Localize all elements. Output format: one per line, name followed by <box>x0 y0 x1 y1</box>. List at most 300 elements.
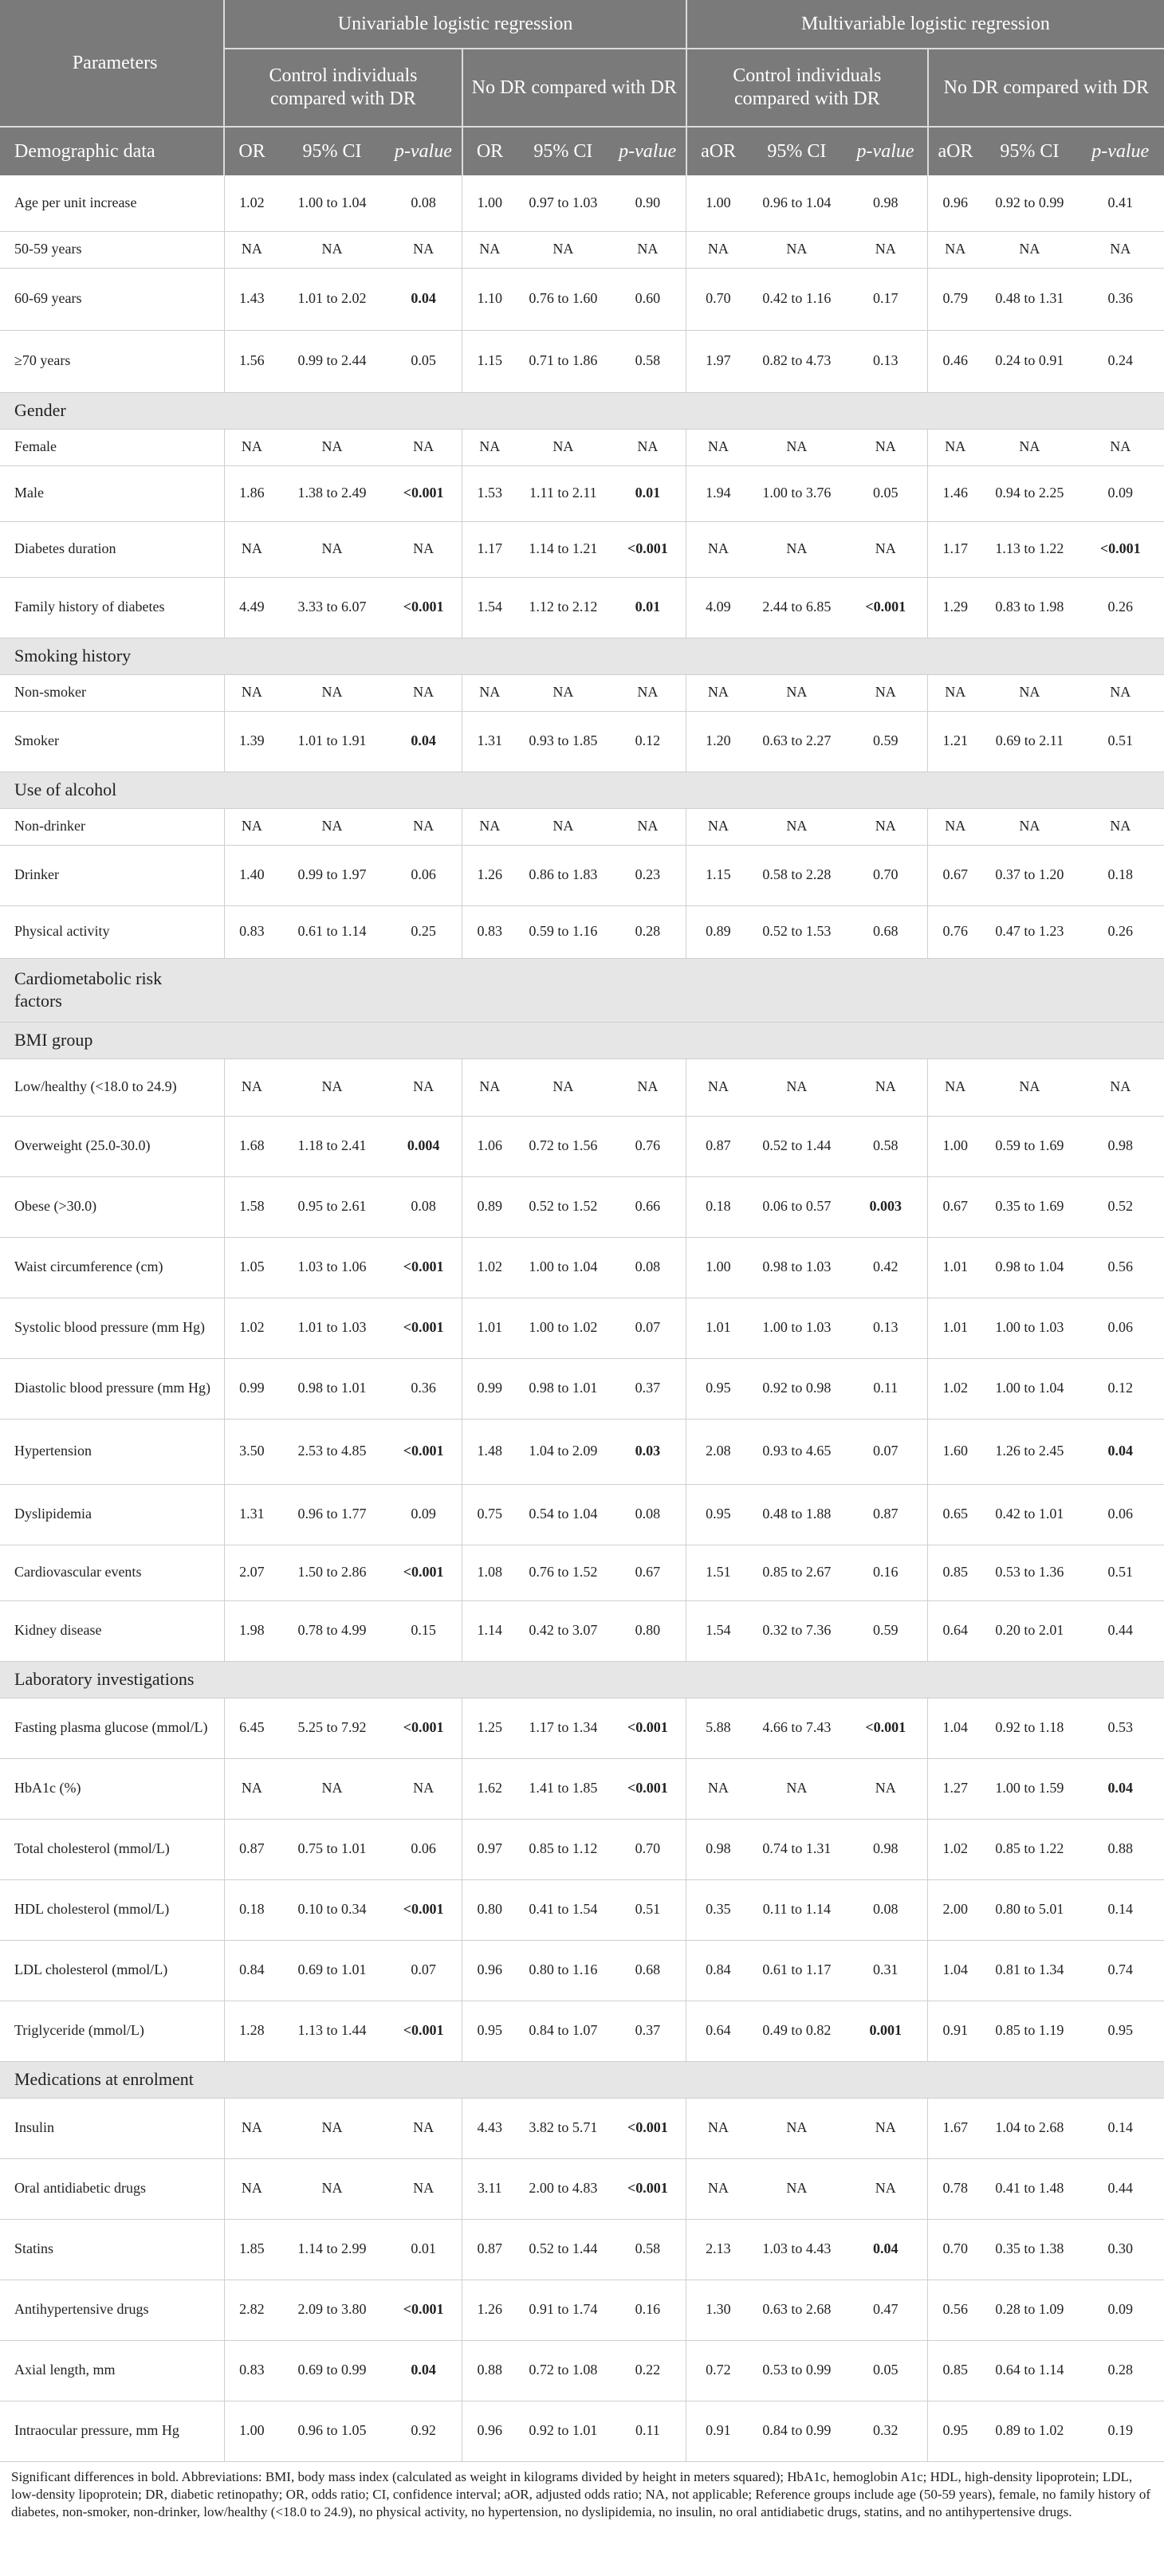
ratio-cell: 1.15 <box>462 330 517 392</box>
multivariable-header: Multivariable logistic regression <box>686 0 1164 49</box>
p-value-cell: 0.06 <box>1076 1298 1164 1358</box>
ratio-cell: 0.95 <box>462 2001 517 2061</box>
p-value-cell: 0.13 <box>844 1298 927 1358</box>
p-value-cell: 0.37 <box>609 1358 686 1419</box>
ratio-cell: 1.26 <box>462 845 517 905</box>
ci-cell: 2.09 to 3.80 <box>279 2280 385 2340</box>
ratio-cell: 1.00 <box>686 1237 749 1298</box>
p-value-cell: 0.001 <box>844 2001 927 2061</box>
p-value-cell: 0.11 <box>844 1358 927 1419</box>
p-value-cell: <0.001 <box>609 521 686 577</box>
p-value-cell: NA <box>609 808 686 845</box>
p-value-cell: 0.06 <box>385 845 462 905</box>
p-value-cell: <0.001 <box>385 1419 462 1484</box>
ratio-cell: 1.68 <box>224 1116 279 1176</box>
ci-cell: 0.82 to 4.73 <box>749 330 844 392</box>
ci-cell: 0.41 to 1.48 <box>982 2158 1076 2219</box>
ratio-cell: 1.06 <box>462 1116 517 1176</box>
p-value-cell: 0.51 <box>609 1879 686 1940</box>
row-label: Drinker <box>0 845 224 905</box>
ci-cell: 0.11 to 1.14 <box>749 1879 844 1940</box>
ratio-cell: 0.89 <box>462 1176 517 1237</box>
p-value-cell: NA <box>844 1058 927 1116</box>
p-value-cell: 0.56 <box>1076 1237 1164 1298</box>
p-value-cell: NA <box>1076 808 1164 845</box>
table-row <box>0 2098 1164 2158</box>
ratio-cell: 1.08 <box>462 1545 517 1600</box>
ratio-cell: 2.82 <box>224 2280 279 2340</box>
p-value-cell: 0.53 <box>1076 1698 1164 1758</box>
row-label: Obese (>30.0) <box>0 1176 224 1237</box>
ci-cell: NA <box>279 2158 385 2219</box>
ci-cell: 1.04 to 2.09 <box>517 1419 609 1484</box>
ratio-cell: 0.80 <box>462 1879 517 1940</box>
p-value-cell: 0.51 <box>1076 711 1164 772</box>
p-value-cell: 0.06 <box>1076 1484 1164 1545</box>
ci-cell: 1.50 to 2.86 <box>279 1545 385 1600</box>
table-row <box>0 808 1164 845</box>
ratio-cell: NA <box>224 521 279 577</box>
ratio-cell: NA <box>686 1058 749 1116</box>
ci-cell: 0.83 to 1.98 <box>982 577 1076 638</box>
ci-cell: NA <box>749 231 844 268</box>
p-value-cell: <0.001 <box>385 465 462 521</box>
ci-header: 95% CI <box>982 127 1076 175</box>
p-value-cell: <0.001 <box>1076 521 1164 577</box>
p-value-cell: NA <box>385 1758 462 1819</box>
ratio-cell: 1.29 <box>928 577 983 638</box>
ci-cell: 2.44 to 6.85 <box>749 577 844 638</box>
ratio-cell: 0.70 <box>928 2219 983 2280</box>
p-value-header: p-value <box>1076 127 1164 175</box>
table-row <box>0 1879 1164 1940</box>
row-label: HDL cholesterol (mmol/L) <box>0 1879 224 1940</box>
ci-cell: 0.32 to 7.36 <box>749 1600 844 1661</box>
p-value-cell: 0.58 <box>609 330 686 392</box>
ratio-cell: 1.02 <box>224 175 279 231</box>
ratio-cell: 1.60 <box>928 1419 983 1484</box>
ci-cell: 1.12 to 2.12 <box>517 577 609 638</box>
ratio-cell: NA <box>686 2098 749 2158</box>
ratio-cell: 0.18 <box>224 1879 279 1940</box>
ci-cell: 1.26 to 2.45 <box>982 1419 1076 1484</box>
ratio-cell: 0.96 <box>462 1940 517 2001</box>
ci-cell: NA <box>749 521 844 577</box>
p-value-cell: 0.09 <box>1076 2280 1164 2340</box>
section-label: Laboratory investigations <box>0 1661 1164 1698</box>
row-label: Statins <box>0 2219 224 2280</box>
ci-cell: 0.98 to 1.01 <box>517 1358 609 1419</box>
p-value-cell: NA <box>1076 429 1164 465</box>
ci-cell: NA <box>749 429 844 465</box>
ratio-cell: 1.00 <box>928 1116 983 1176</box>
p-value-cell: 0.08 <box>609 1237 686 1298</box>
ratio-cell: 0.83 <box>462 905 517 958</box>
univariable-header: Univariable logistic regression <box>224 0 686 49</box>
ci-cell: 0.92 to 0.99 <box>982 175 1076 231</box>
table-row <box>0 1758 1164 1819</box>
section-row <box>0 772 1164 808</box>
p-value-cell: 0.18 <box>1076 845 1164 905</box>
ci-cell: NA <box>279 1758 385 1819</box>
ratio-cell: 0.79 <box>928 268 983 330</box>
ci-cell: 0.91 to 1.74 <box>517 2280 609 2340</box>
row-label: 60-69 years <box>0 268 224 330</box>
aor-header: aOR <box>928 127 983 175</box>
ci-cell: 0.78 to 4.99 <box>279 1600 385 1661</box>
ci-cell: 2.00 to 4.83 <box>517 2158 609 2219</box>
ratio-cell: 1.56 <box>224 330 279 392</box>
table-row <box>0 465 1164 521</box>
ratio-cell: 2.13 <box>686 2219 749 2280</box>
p-value-cell: 0.44 <box>1076 2158 1164 2219</box>
p-value-cell: 0.05 <box>844 465 927 521</box>
ci-cell: 0.94 to 2.25 <box>982 465 1076 521</box>
ratio-cell: 1.31 <box>462 711 517 772</box>
ci-cell: NA <box>982 1058 1076 1116</box>
row-label: Waist circumference (cm) <box>0 1237 224 1298</box>
p-value-cell: <0.001 <box>609 1758 686 1819</box>
table-row <box>0 711 1164 772</box>
ci-cell: 0.95 to 2.61 <box>279 1176 385 1237</box>
ci-cell: 0.76 to 1.60 <box>517 268 609 330</box>
ci-cell: 4.66 to 7.43 <box>749 1698 844 1758</box>
ratio-cell: 0.96 <box>462 2401 517 2461</box>
ratio-cell: 1.62 <box>462 1758 517 1819</box>
demographic-data-header: Demographic data <box>0 127 224 175</box>
p-value-header: p-value <box>609 127 686 175</box>
ci-cell: 0.58 to 2.28 <box>749 845 844 905</box>
ci-cell: 0.59 to 1.16 <box>517 905 609 958</box>
ci-cell: 0.85 to 1.12 <box>517 1819 609 1879</box>
ci-cell: 0.99 to 2.44 <box>279 330 385 392</box>
p-value-cell: NA <box>609 231 686 268</box>
p-value-cell: 0.04 <box>385 711 462 772</box>
ratio-cell: 0.35 <box>686 1879 749 1940</box>
p-value-cell: 0.09 <box>385 1484 462 1545</box>
ci-cell: 1.14 to 2.99 <box>279 2219 385 2280</box>
ratio-cell: NA <box>224 1058 279 1116</box>
ci-cell: 0.53 to 1.36 <box>982 1545 1076 1600</box>
ratio-cell: 0.87 <box>686 1116 749 1176</box>
p-value-cell: NA <box>1076 674 1164 711</box>
ratio-cell: 3.11 <box>462 2158 517 2219</box>
ci-cell: 0.61 to 1.14 <box>279 905 385 958</box>
ci-cell: 0.71 to 1.86 <box>517 330 609 392</box>
p-value-cell: <0.001 <box>385 2280 462 2340</box>
p-value-cell: 0.04 <box>1076 1419 1164 1484</box>
p-value-cell: 0.44 <box>1076 1600 1164 1661</box>
ci-cell: NA <box>517 1058 609 1116</box>
p-value-cell: 0.08 <box>385 175 462 231</box>
ci-cell: 0.48 to 1.88 <box>749 1484 844 1545</box>
p-value-cell: 0.37 <box>609 2001 686 2061</box>
ci-cell: 0.80 to 5.01 <box>982 1879 1076 1940</box>
ratio-cell: 0.89 <box>686 905 749 958</box>
row-label: Hypertension <box>0 1419 224 1484</box>
ci-cell: NA <box>749 808 844 845</box>
ratio-cell: 0.85 <box>928 1545 983 1600</box>
p-value-cell: 0.07 <box>385 1940 462 2001</box>
p-value-cell: 0.92 <box>385 2401 462 2461</box>
ratio-cell: 0.95 <box>686 1358 749 1419</box>
ci-cell: 0.37 to 1.20 <box>982 845 1076 905</box>
ratio-cell: 1.54 <box>686 1600 749 1661</box>
p-value-cell: NA <box>844 674 927 711</box>
ratio-cell: 1.17 <box>928 521 983 577</box>
ratio-cell: 0.95 <box>928 2401 983 2461</box>
section-row <box>0 2061 1164 2098</box>
ci-cell: 0.96 to 1.77 <box>279 1484 385 1545</box>
ci-cell: 1.00 to 1.04 <box>279 175 385 231</box>
ratio-cell: 2.00 <box>928 1879 983 1940</box>
ci-cell: 0.10 to 0.34 <box>279 1879 385 1940</box>
ratio-cell: NA <box>224 2158 279 2219</box>
p-value-cell: NA <box>844 231 927 268</box>
ci-cell: 1.41 to 1.85 <box>517 1758 609 1819</box>
row-label: Age per unit increase <box>0 175 224 231</box>
ci-header: 95% CI <box>517 127 609 175</box>
ci-cell: 0.96 to 1.04 <box>749 175 844 231</box>
ci-cell: 0.42 to 3.07 <box>517 1600 609 1661</box>
ratio-cell: NA <box>686 674 749 711</box>
p-value-cell: 0.08 <box>609 1484 686 1545</box>
ci-cell: 0.35 to 1.69 <box>982 1176 1076 1237</box>
p-value-cell: 0.15 <box>385 1600 462 1661</box>
ratio-cell: NA <box>462 1058 517 1116</box>
ci-cell: 1.13 to 1.22 <box>982 521 1076 577</box>
p-value-cell: <0.001 <box>385 2001 462 2061</box>
ratio-cell: 1.27 <box>928 1758 983 1819</box>
p-value-cell: 0.80 <box>609 1600 686 1661</box>
ci-cell: 0.69 to 0.99 <box>279 2340 385 2401</box>
ci-cell: NA <box>279 521 385 577</box>
ci-cell: NA <box>517 231 609 268</box>
p-value-cell: 0.19 <box>1076 2401 1164 2461</box>
row-label: Triglyceride (mmol/L) <box>0 2001 224 2061</box>
ratio-cell: NA <box>462 429 517 465</box>
ratio-cell: 1.10 <box>462 268 517 330</box>
ci-cell: NA <box>982 429 1076 465</box>
ratio-cell: 1.01 <box>928 1298 983 1358</box>
p-value-cell: 0.98 <box>844 175 927 231</box>
ci-cell: 0.92 to 1.18 <box>982 1698 1076 1758</box>
ci-cell: 0.75 to 1.01 <box>279 1819 385 1879</box>
table-row <box>0 1358 1164 1419</box>
ratio-cell: NA <box>686 521 749 577</box>
section-label: Gender <box>0 392 1164 429</box>
p-value-cell: 0.59 <box>844 1600 927 1661</box>
ci-cell: 1.11 to 2.11 <box>517 465 609 521</box>
p-value-cell: 0.03 <box>609 1419 686 1484</box>
p-value-cell: 0.12 <box>1076 1358 1164 1419</box>
ci-cell: 0.24 to 0.91 <box>982 330 1076 392</box>
ci-cell: 0.76 to 1.52 <box>517 1545 609 1600</box>
ratio-cell: 1.25 <box>462 1698 517 1758</box>
ratio-cell: NA <box>928 808 983 845</box>
p-value-cell: NA <box>844 808 927 845</box>
ratio-cell: 1.02 <box>928 1819 983 1879</box>
p-value-cell: 0.95 <box>1076 2001 1164 2061</box>
ci-cell: NA <box>982 231 1076 268</box>
p-value-cell: 0.04 <box>844 2219 927 2280</box>
table-row <box>0 1116 1164 1176</box>
ratio-cell: NA <box>224 2098 279 2158</box>
ci-cell: NA <box>279 429 385 465</box>
ci-cell: 3.33 to 6.07 <box>279 577 385 638</box>
p-value-cell: NA <box>385 674 462 711</box>
p-value-cell: 0.88 <box>1076 1819 1164 1879</box>
ci-cell: NA <box>279 1058 385 1116</box>
table-row <box>0 2280 1164 2340</box>
p-value-cell: NA <box>844 1758 927 1819</box>
ratio-cell: NA <box>928 429 983 465</box>
ratio-cell: 1.31 <box>224 1484 279 1545</box>
p-value-cell: 0.11 <box>609 2401 686 2461</box>
ratio-cell: 5.88 <box>686 1698 749 1758</box>
ci-cell: 0.86 to 1.83 <box>517 845 609 905</box>
ratio-cell: 0.85 <box>928 2340 983 2401</box>
p-value-cell: 0.51 <box>1076 1545 1164 1600</box>
p-value-cell: 0.16 <box>609 2280 686 2340</box>
p-value-cell: NA <box>609 1058 686 1116</box>
ci-cell: 1.01 to 1.03 <box>279 1298 385 1358</box>
ci-cell: 0.72 to 1.08 <box>517 2340 609 2401</box>
ratio-cell: 1.01 <box>462 1298 517 1358</box>
ci-cell: 1.01 to 2.02 <box>279 268 385 330</box>
ratio-cell: 1.30 <box>686 2280 749 2340</box>
ci-cell: 0.85 to 2.67 <box>749 1545 844 1600</box>
p-value-cell: 0.70 <box>844 845 927 905</box>
section-row <box>0 1661 1164 1698</box>
ci-cell: NA <box>749 674 844 711</box>
section-row <box>0 1022 1164 1058</box>
ratio-cell: NA <box>686 2158 749 2219</box>
ratio-cell: 0.91 <box>928 2001 983 2061</box>
ci-cell: 1.03 to 4.43 <box>749 2219 844 2280</box>
ratio-cell: 0.56 <box>928 2280 983 2340</box>
p-value-cell: 0.26 <box>1076 577 1164 638</box>
ci-cell: 0.06 to 0.57 <box>749 1176 844 1237</box>
p-value-cell: 0.04 <box>385 268 462 330</box>
ci-cell: 1.13 to 1.44 <box>279 2001 385 2061</box>
ci-cell: 1.00 to 1.03 <box>749 1298 844 1358</box>
ratio-cell: NA <box>224 231 279 268</box>
row-label: Cardiovascular events <box>0 1545 224 1600</box>
p-value-cell: 0.13 <box>844 330 927 392</box>
table-row <box>0 1545 1164 1600</box>
ci-cell: 1.18 to 2.41 <box>279 1116 385 1176</box>
p-value-cell: 0.31 <box>844 1940 927 2001</box>
table-row <box>0 905 1164 958</box>
p-value-cell: <0.001 <box>609 2158 686 2219</box>
p-value-cell: 0.28 <box>1076 2340 1164 2401</box>
table-body <box>0 175 1164 2461</box>
ci-cell: 0.72 to 1.56 <box>517 1116 609 1176</box>
ci-cell: NA <box>749 2158 844 2219</box>
p-value-cell: 0.47 <box>844 2280 927 2340</box>
ci-cell: 1.01 to 1.91 <box>279 711 385 772</box>
p-value-cell: NA <box>1076 1058 1164 1116</box>
ratio-cell: 0.83 <box>224 2340 279 2401</box>
table-row <box>0 1600 1164 1661</box>
ratio-cell: 0.87 <box>462 2219 517 2280</box>
row-label: Diastolic blood pressure (mm Hg) <box>0 1358 224 1419</box>
ratio-cell: 1.15 <box>686 845 749 905</box>
ratio-cell: 1.00 <box>462 175 517 231</box>
p-value-cell: 0.17 <box>844 268 927 330</box>
ratio-cell: NA <box>462 808 517 845</box>
p-value-cell: 0.25 <box>385 905 462 958</box>
p-value-cell: NA <box>844 2158 927 2219</box>
ratio-cell: 1.02 <box>928 1358 983 1419</box>
ci-cell: NA <box>749 1758 844 1819</box>
p-value-cell: <0.001 <box>385 1698 462 1758</box>
section-label: Smoking history <box>0 638 1164 674</box>
ci-cell: NA <box>517 429 609 465</box>
multi-nodr-vs-dr-header: No DR compared with DR <box>928 49 1164 127</box>
section-row <box>0 638 1164 674</box>
ratio-cell: 1.20 <box>686 711 749 772</box>
ratio-cell: 1.21 <box>928 711 983 772</box>
ci-header: 95% CI <box>749 127 844 175</box>
section-label: Medications at enrolment <box>0 2061 1164 2098</box>
ci-cell: 1.14 to 1.21 <box>517 521 609 577</box>
ci-cell: 1.38 to 2.49 <box>279 465 385 521</box>
ratio-cell: NA <box>224 1758 279 1819</box>
p-value-cell: <0.001 <box>385 1237 462 1298</box>
ratio-cell: NA <box>686 429 749 465</box>
ci-cell: NA <box>279 231 385 268</box>
p-value-header: p-value <box>385 127 462 175</box>
ci-cell: 0.48 to 1.31 <box>982 268 1076 330</box>
ratio-cell: 1.00 <box>686 175 749 231</box>
p-value-cell: NA <box>385 808 462 845</box>
ci-cell: 0.35 to 1.38 <box>982 2219 1076 2280</box>
p-value-cell: 0.23 <box>609 845 686 905</box>
row-label: Axial length, mm <box>0 2340 224 2401</box>
ratio-cell: 1.02 <box>224 1298 279 1358</box>
ratio-cell: 0.76 <box>928 905 983 958</box>
p-value-cell: 0.76 <box>609 1116 686 1176</box>
ci-cell: 1.00 to 1.04 <box>982 1358 1076 1419</box>
ci-cell: 0.93 to 1.85 <box>517 711 609 772</box>
ratio-cell: 0.83 <box>224 905 279 958</box>
ci-cell: 3.82 to 5.71 <box>517 2098 609 2158</box>
p-value-cell: 0.22 <box>609 2340 686 2401</box>
ci-cell: 0.42 to 1.16 <box>749 268 844 330</box>
ratio-cell: 1.46 <box>928 465 983 521</box>
table-row <box>0 1237 1164 1298</box>
p-value-cell: NA <box>385 429 462 465</box>
ratio-cell: 0.67 <box>928 845 983 905</box>
row-label: LDL cholesterol (mmol/L) <box>0 1940 224 2001</box>
ratio-cell: 0.99 <box>224 1358 279 1419</box>
ratio-cell: 0.97 <box>462 1819 517 1879</box>
ratio-cell: 4.49 <box>224 577 279 638</box>
ratio-cell: 1.14 <box>462 1600 517 1661</box>
ratio-cell: 1.67 <box>928 2098 983 2158</box>
row-label: ≥70 years <box>0 330 224 392</box>
row-label: Diabetes duration <box>0 521 224 577</box>
ci-cell: 0.52 to 1.44 <box>749 1116 844 1176</box>
ci-cell: 0.80 to 1.16 <box>517 1940 609 2001</box>
table-footnote: Significant differences in bold. Abbreviations: BMI, body mass index (calculated as weight in kilograms divided by height in meters squared); HbA1c, hemoglobin A1c; HDL, high-density lipoprotein; LDL, low-density lipoprotein; DR, diabetic retinopathy; OR, odds ratio; CI, confidence interval; aOR, adjusted odds ratio; NA, not applicable; Reference groups include age (50-59 years), female, no family history of diabetes, non-smoker, non-drinker, low/healthy (<18.0 to 24.9), no physical activity, no hypertension, no dyslipidemia, no insulin, no oral antidiabetic drugs, statins, and no antihypertensive drugs. <box>11 2468 1151 2520</box>
table-row <box>0 1940 1164 2001</box>
p-value-cell: 0.58 <box>844 1116 927 1176</box>
table-row <box>0 231 1164 268</box>
p-value-cell: 0.68 <box>609 1940 686 2001</box>
